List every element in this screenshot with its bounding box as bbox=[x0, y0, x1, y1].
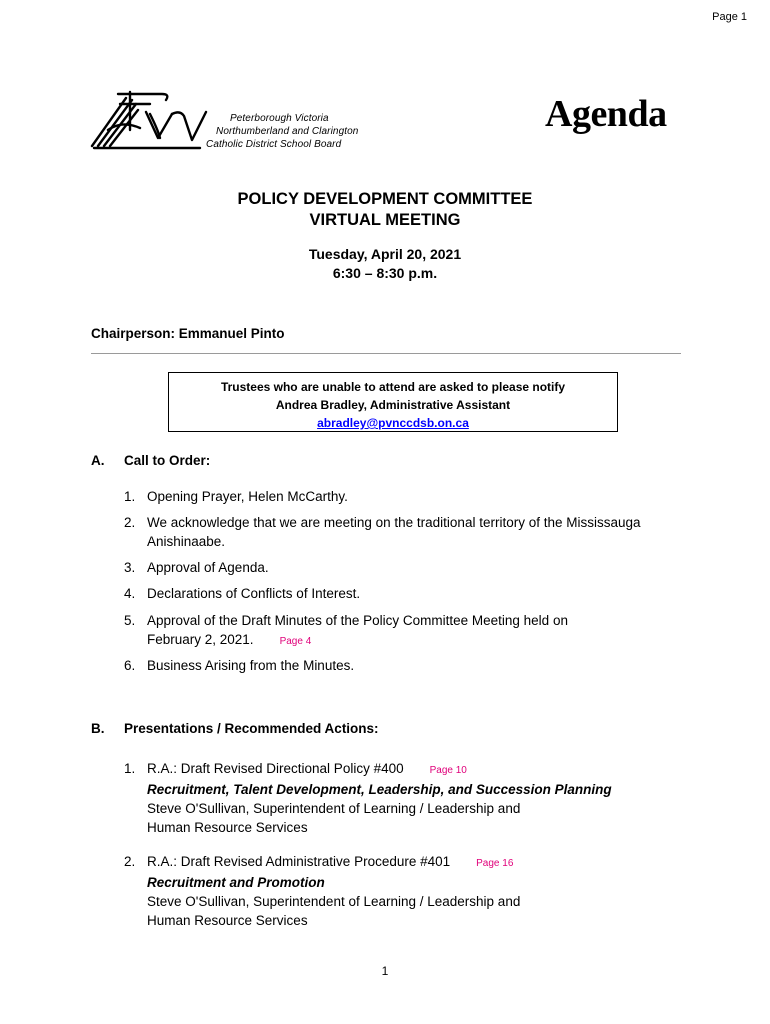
organization-name bbox=[206, 112, 358, 151]
meeting-title-line-1: POLICY DEVELOPMENT COMMITTEE bbox=[237, 190, 533, 208]
email-link[interactable]: abradley@pvnccdsb.on.ca bbox=[317, 416, 469, 430]
chairperson: Chairperson: Emmanuel Pinto bbox=[91, 326, 285, 341]
attendance-notice-box bbox=[168, 372, 618, 432]
page-number: 1 bbox=[381, 964, 389, 978]
page-reference-link[interactable]: Page 10 bbox=[429, 765, 467, 776]
notice-line-1: Trustees who are unable to attend are asked to please notify bbox=[220, 380, 566, 394]
meeting-date: Tuesday, April 20, 2021 bbox=[308, 246, 462, 262]
item-number: 5. bbox=[124, 613, 136, 628]
org-line-3: Catholic District School Board bbox=[206, 139, 342, 150]
item-text: Declarations of Conflicts of Interest. bbox=[147, 586, 361, 601]
section-b-title: Presentations / Recommended Actions: bbox=[124, 721, 379, 736]
item-number: 2. bbox=[124, 515, 136, 530]
list-item bbox=[124, 558, 684, 577]
item-text-continued bbox=[124, 630, 684, 651]
item-text-continued: Anishinaabe. bbox=[147, 534, 226, 549]
meeting-title-line-2: VIRTUAL MEETING bbox=[309, 211, 461, 229]
list-item bbox=[124, 487, 684, 506]
item-number: 4. bbox=[124, 586, 136, 601]
presenter-line-2: Human Resource Services bbox=[147, 913, 308, 928]
item-subtitle: Recruitment, Talent Development, Leadership, and Succession Planning bbox=[147, 782, 612, 797]
item-text: Business Arising from the Minutes. bbox=[147, 658, 355, 673]
section-a-letter: A. bbox=[91, 453, 105, 468]
item-number: 1. bbox=[124, 489, 136, 504]
list-item bbox=[124, 513, 684, 551]
divider bbox=[91, 353, 681, 354]
list-item bbox=[124, 759, 684, 837]
item-text: We acknowledge that we are meeting on the traditional territory of the Mississauga bbox=[147, 515, 641, 530]
item-number: 6. bbox=[124, 658, 136, 673]
section-a-title: Call to Order: bbox=[124, 453, 211, 468]
school-board-logo bbox=[88, 90, 208, 152]
item-text: Approval of the Draft Minutes of the Policy Committee Meeting held on bbox=[147, 613, 568, 628]
page-label: Page 1 bbox=[712, 11, 747, 23]
item-text-continued-date: February 2, 2021. bbox=[147, 632, 254, 647]
item-text: R.A.: Draft Revised Administrative Procedure #401 bbox=[147, 854, 451, 869]
presenter-line-2: Human Resource Services bbox=[147, 820, 308, 835]
list-item bbox=[124, 584, 684, 603]
list-item bbox=[124, 611, 684, 651]
notice-line-2: Andrea Bradley, Administrative Assistant bbox=[275, 398, 511, 412]
item-text: R.A.: Draft Revised Directional Policy #400 bbox=[147, 761, 404, 776]
document-title: Agenda bbox=[545, 93, 667, 135]
meeting-title bbox=[0, 189, 770, 231]
list-item bbox=[124, 852, 684, 930]
org-line-2: Northumberland and Clarington bbox=[216, 126, 359, 137]
item-subtitle: Recruitment and Promotion bbox=[147, 875, 325, 890]
section-b-letter: B. bbox=[91, 721, 105, 736]
item-text: Opening Prayer, Helen McCarthy. bbox=[147, 489, 348, 504]
presenter-line-1: Steve O'Sullivan, Superintendent of Learning / Leadership and bbox=[147, 894, 521, 909]
page-reference-link[interactable]: Page 16 bbox=[476, 858, 514, 869]
presenter-line-1: Steve O'Sullivan, Superintendent of Learning / Leadership and bbox=[147, 801, 521, 816]
item-number: 2. bbox=[124, 854, 136, 869]
item-text: Approval of Agenda. bbox=[147, 560, 269, 575]
item-number: 1. bbox=[124, 761, 136, 776]
list-item bbox=[124, 656, 684, 675]
org-line-1: Peterborough Victoria bbox=[230, 113, 329, 124]
meeting-datetime bbox=[0, 245, 770, 283]
page-reference-link[interactable]: Page 4 bbox=[279, 636, 312, 647]
meeting-time: 6:30 – 8:30 p.m. bbox=[332, 265, 438, 281]
item-number: 3. bbox=[124, 560, 136, 575]
